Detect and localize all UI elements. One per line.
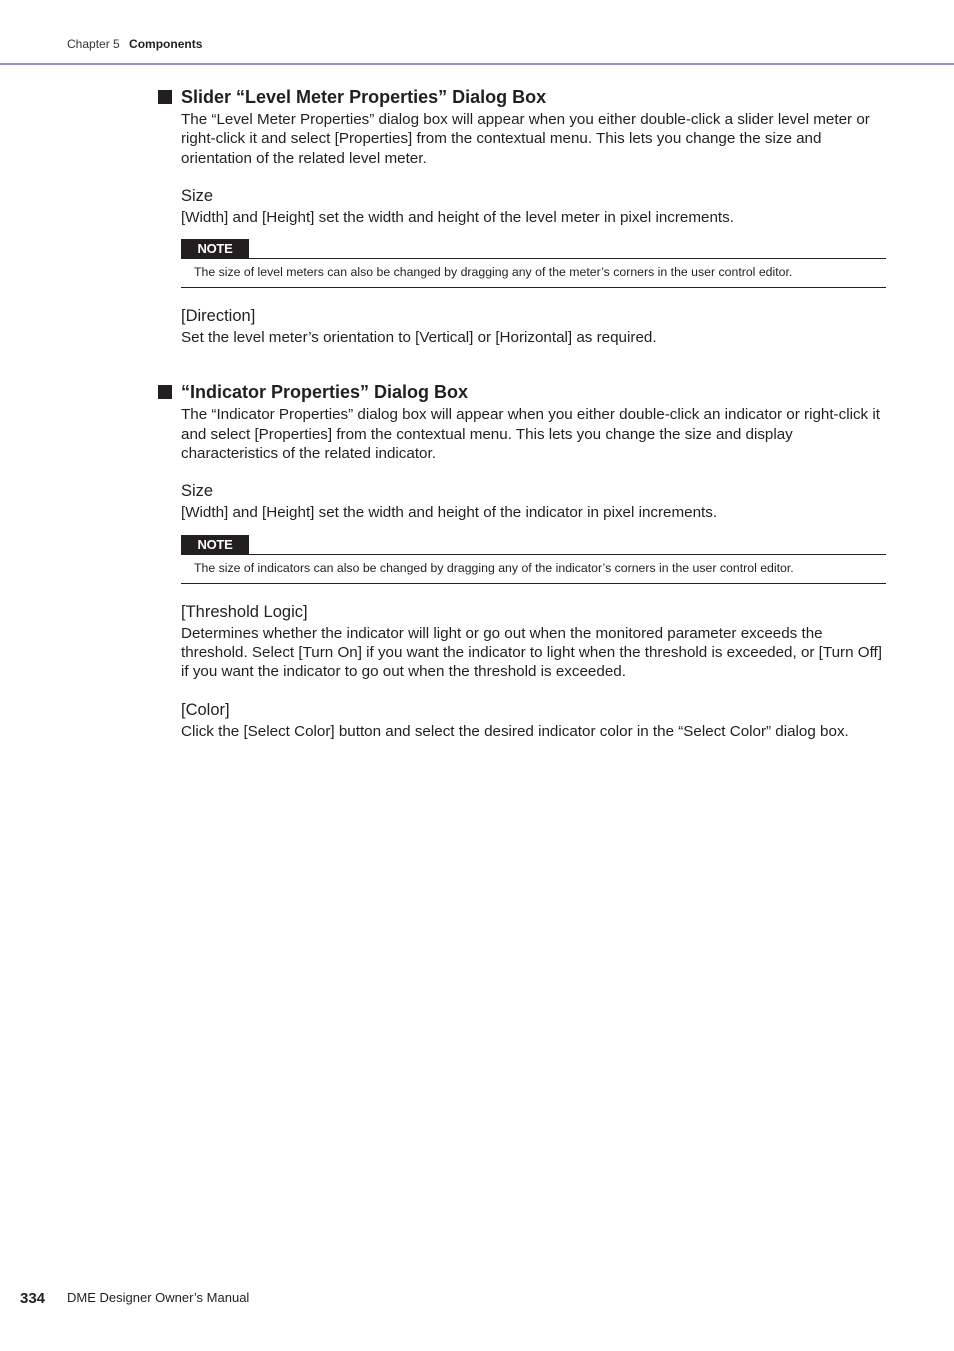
- size-description: [Width] and [Height] set the width and height of the indicator in pixel increments.: [181, 504, 718, 522]
- chapter-label: Chapter 5: [67, 37, 120, 51]
- section-intro: The “Level Meter Properties” dialog box will appear when you either double-click a slider level meter or right-click it and select [Properties] from the contextual menu. This lets you change the size and orientation of the related level meter.: [181, 111, 870, 167]
- manual-title: DME Designer Owner’s Manual: [67, 1290, 250, 1305]
- section-intro: The “Indicator Properties” dialog box will appear when you either double-click an indicator or right-click it and select [Properties] from the contextual menu. This lets you change the size and display characteristics of the related indicator.: [181, 406, 880, 463]
- section-heading: [181, 381, 886, 403]
- page-header: [0, 0, 954, 64]
- square-bullet-icon: [158, 385, 172, 399]
- section-heading-text: Slider “Level Meter Properties” Dialog Box: [181, 87, 547, 107]
- subheading-threshold-logic: [Threshold Logic]: [181, 602, 308, 621]
- square-bullet-icon: [158, 90, 172, 104]
- section-heading: [181, 86, 886, 108]
- size-description: [Width] and [Height] set the width and height of the level meter in pixel increments.: [181, 208, 734, 226]
- note-label: NOTE: [181, 239, 249, 258]
- subheading-size: Size: [181, 482, 214, 501]
- section-level-meter: [181, 86, 886, 347]
- section-indicator: [181, 381, 886, 740]
- note-text: The size of level meters can also be changed by dragging any of the meter’s corners in the user control editor.: [181, 258, 886, 288]
- subheading-size: Size: [181, 186, 214, 205]
- section-spacer: [181, 347, 886, 381]
- color-description: Click the [Select Color] button and select the desired indicator color in the “Select Color” dialog box.: [181, 722, 849, 740]
- note-text: The size of indicators can also be changed by dragging any of the indicator’s corners in the user control editor.: [181, 554, 886, 584]
- section-heading-text: “Indicator Properties” Dialog Box: [181, 382, 469, 403]
- header-divider: [0, 63, 954, 65]
- page-number: 334: [20, 1290, 46, 1307]
- main-content: [181, 86, 886, 741]
- threshold-logic-description: Determines whether the indicator will light or go out when the monitored parameter exceeds the threshold. Select [Turn On] if you want the indicator to light when the threshold is exceeded, or [Turn Off] if you want the indicator to go out when the threshold is exceeded.: [181, 624, 882, 681]
- page-footer: [0, 1285, 954, 1315]
- subheading-color: [Color]: [181, 700, 230, 719]
- note-block: [181, 535, 886, 584]
- direction-description: Set the level meter’s orientation to [Vertical] or [Horizontal] as required.: [181, 329, 657, 347]
- chapter-title: Components: [129, 37, 203, 51]
- note-block: [181, 239, 886, 288]
- subheading-direction: [Direction]: [181, 307, 256, 326]
- running-header: [67, 37, 202, 51]
- note-label: NOTE: [181, 535, 249, 554]
